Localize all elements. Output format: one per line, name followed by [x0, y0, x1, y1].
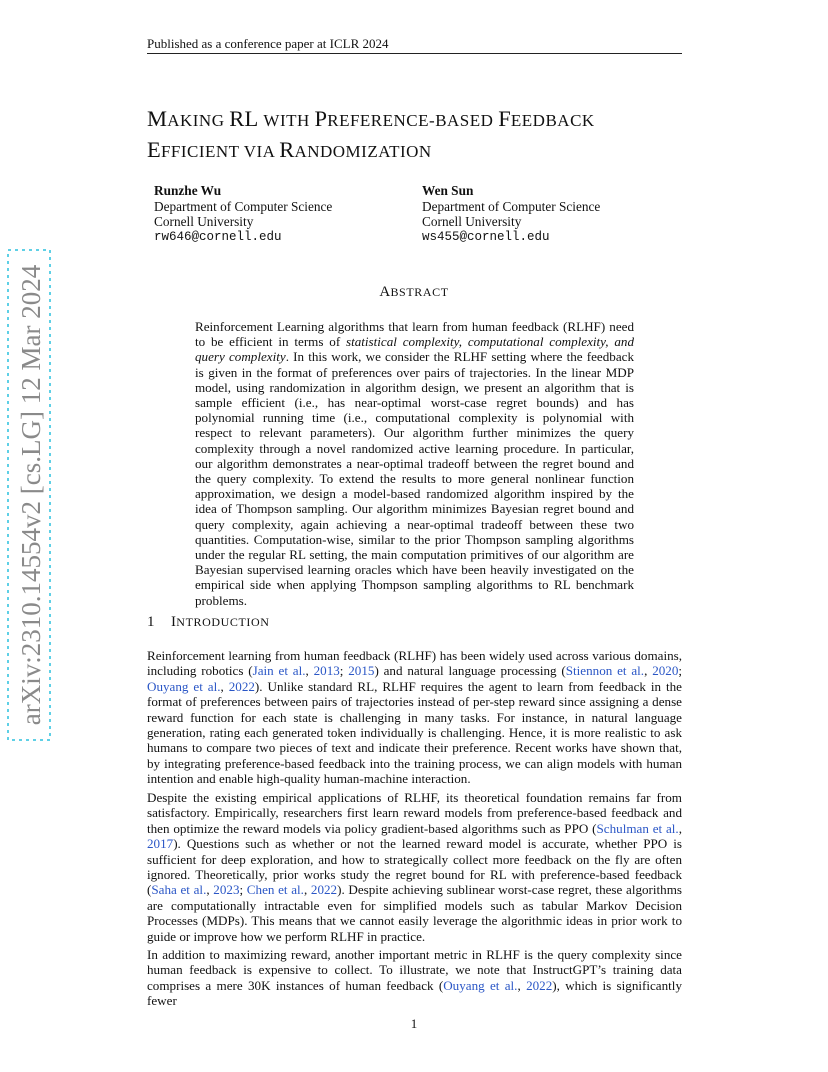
citation-link[interactable]: 2022 [310, 882, 338, 898]
text-run: , [517, 977, 527, 993]
intro-paragraph-2 [147, 790, 682, 944]
title-segment: ANDOMIZATION [294, 142, 432, 161]
abstract-body [195, 319, 634, 608]
emphasis-text: statistical complexity, computational complexity, and query complexity [195, 334, 634, 365]
text-run: . In this work, we consider the RLHF setting where the feedback is given in the format of preferences over pairs of trajectories. In the linear MDP model, using randomization in algorithm design, we present an algorithm that is sample efficient (i.e., has near-optimal worst-case regret bounds) and has polynomial running time (i.e., computational complexity is polynomial with respect to relevant parameters). Our algorithm further minimizes the query complexity through a novel randomized active learning procedure. In particular, our algorithm demonstrates a near-optimal tradeoff between the regret bound and the query complexity. To extend the results to more general nonlinear function approximation, we design a model-based randomized algorithm inspired by the idea of Thompson sampling. Our algorithm minimizes Bayesian regret bound and query complexity, again achieving a near-optimal tradeoff between these two quantities. Computation-wise, similar to the prior Thompson sampling algorithms under the regular RL setting, the main computation primitives of our algorithm are Bayesian supervised learning oracles which have been heavily investigated on the empirical side when applying Thompson sampling algorithms to RL benchmark problems. [195, 349, 634, 608]
text-run: Reinforcement learning from human feedback (RLHF) has been widely used across various domains, including robotics ( [147, 648, 682, 679]
title-segment: R [279, 137, 295, 162]
title-segment: REFERENCE-BASED [327, 111, 499, 130]
intro-paragraph-1 [147, 648, 682, 787]
citation-link[interactable]: 2022 [526, 977, 553, 993]
citation-link[interactable]: Saha et al. [151, 882, 207, 898]
text-run: ; [339, 663, 349, 679]
title-segment: AKING [167, 111, 230, 130]
title-line-2 [147, 135, 707, 166]
citation-link[interactable]: 2015 [348, 663, 375, 679]
citation-link[interactable]: 2020 [652, 663, 679, 679]
text-run: In addition to maximizing reward, another important metric in RLHF is the query complexity since human feedback is expensive to collect. To illustrate, we note that InstructGPT’s training data comprises a mere 30K instances of human feedback ( [147, 947, 682, 993]
title-segment: M [147, 106, 168, 131]
arxiv-stamp [6, 248, 52, 742]
title-line-1 [147, 104, 707, 135]
title-segment: WITH [263, 111, 315, 130]
author-university: Cornell University [154, 214, 254, 229]
author-university: Cornell University [422, 214, 522, 229]
title-segment: P [314, 106, 328, 131]
author-block [422, 183, 600, 245]
citation-link[interactable]: 2022 [228, 678, 255, 694]
title-segment: RL [229, 106, 264, 131]
abstract-heading-rest: BSTRACT [390, 285, 449, 299]
text-run: , [206, 882, 214, 898]
title-segment: E [147, 137, 161, 162]
text-run: , [220, 678, 229, 694]
citation-link[interactable]: 2017 [147, 836, 174, 852]
title-segment: FFICIENT VIA [160, 142, 280, 161]
citation-link[interactable]: 2013 [313, 663, 340, 679]
author-email: rw646@cornell.edu [154, 229, 282, 244]
citation-link[interactable]: Ouyang et al. [147, 678, 221, 694]
abstract-heading-initial: A [379, 284, 391, 300]
text-run: , [305, 663, 314, 679]
text-run: , [678, 820, 682, 836]
text-run: ). Despite achieving sublinear worst-case regret, these algorithms are computationally intractable even for simplified models such as tabular Markov Decision Processes (MDPs). This means that we cannot easily leverage the algorithmic ideas in prior work to guide or improve how we perform RLHF in practice. [147, 882, 683, 944]
text-run: ). Questions such as whether or not the learned reward model is accurate, whether PPO is sufficient for deep exploration, and how to strategically collect more feedback on the fly are often ignored. Theoretically, prior works study the regret bound for RL with preference-based feedback ( [147, 836, 682, 898]
text-run: , [303, 882, 311, 898]
text-run: ) and natural language processing ( [374, 663, 566, 679]
author-name: Wen Sun [422, 183, 474, 198]
page-number: 1 [410, 1016, 418, 1031]
intro-paragraph-3 [147, 947, 682, 1009]
text-run: Reinforcement Learning algorithms that learn from human feedback (RLHF) need to be efficient in terms of [195, 319, 634, 350]
section-number: 1 [147, 614, 155, 630]
author-department: Department of Computer Science [422, 198, 601, 214]
header-rule [147, 53, 682, 54]
citation-link[interactable]: Schulman et al. [596, 820, 679, 836]
citation-link[interactable]: 2023 [213, 882, 240, 898]
title-segment: EEDBACK [510, 111, 595, 130]
author-email: ws455@cornell.edu [422, 229, 550, 244]
section-title-initial: I [171, 614, 177, 630]
citation-link[interactable]: Ouyang et al. [443, 977, 518, 993]
text-run: ), which is significantly fewer [147, 977, 682, 1009]
title-segment: F [498, 106, 511, 131]
citation-link[interactable]: Jain et al. [252, 663, 306, 679]
text-run: , [644, 663, 653, 679]
text-run: ; [678, 663, 683, 679]
paper-title [147, 104, 707, 166]
text-run: Despite the existing empirical applications of RLHF, its theoretical foundation remains far from satisfactory. Empirically, researchers first learn reward models from preference-based feedback and then optimize the reward models via policy gradient-based algorithms such as PPO ( [147, 790, 682, 836]
arxiv-stamp-text: arXiv:2310.14554v2 [cs.LG] 12 Mar 2024 [16, 264, 46, 726]
citation-link[interactable]: Chen et al. [246, 882, 304, 898]
running-header: Published as a conference paper at ICLR 2024 [147, 36, 389, 51]
author-block [154, 183, 332, 245]
section-title-rest: NTRODUCTION [176, 615, 270, 629]
section-heading-introduction [147, 614, 270, 631]
text-run: ; [239, 882, 247, 898]
abstract-heading [0, 284, 828, 301]
author-name: Runzhe Wu [154, 183, 222, 198]
author-department: Department of Computer Science [154, 198, 333, 214]
text-run: ). Unlike standard RL, RLHF requires the agent to learn from feedback in the format of preferences between pairs of trajectories instead of per-step reward since assigning a dense reward function for each state is challenging in many tasks. For instance, in natural language generation, rating each generated token individually is challenging. Hence, it is more realistic to ask humans to compare two pieces of text and indicate their preference. Recent works have shown that, by integrating preference-based feedback into the training process, we can align models with human intention and enable high-quality human-machine interaction. [147, 678, 682, 787]
citation-link[interactable]: Stiennon et al. [565, 663, 645, 679]
